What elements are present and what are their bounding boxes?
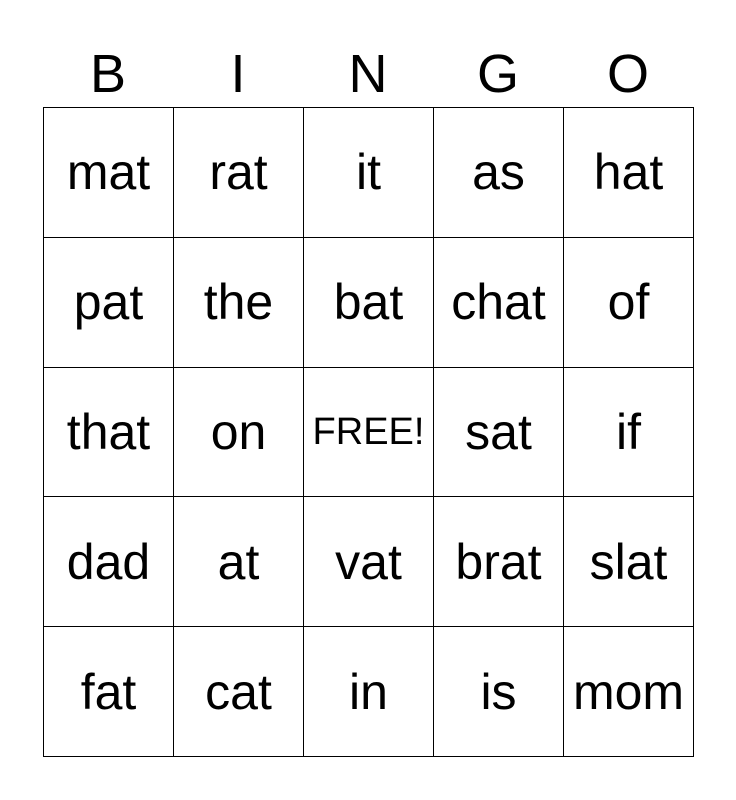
bingo-cell[interactable]: at [174, 497, 304, 627]
bingo-cell[interactable]: that [44, 368, 174, 498]
bingo-cell[interactable]: of [564, 238, 694, 368]
bingo-board [43, 107, 694, 757]
bingo-cell[interactable]: if [564, 368, 694, 498]
bingo-cell[interactable]: on [174, 368, 304, 498]
bingo-cell[interactable]: sat [434, 368, 564, 498]
bingo-cell[interactable]: it [304, 108, 434, 238]
bingo-cell[interactable]: fat [44, 627, 174, 757]
bingo-cell[interactable]: mat [44, 108, 174, 238]
bingo-cell[interactable]: mom [564, 627, 694, 757]
free-space-cell[interactable]: FREE! [304, 368, 434, 498]
header-letter-g: G [476, 44, 519, 104]
bingo-cell[interactable]: the [174, 238, 304, 368]
bingo-cell[interactable]: as [434, 108, 564, 238]
bingo-cell[interactable]: chat [434, 238, 564, 368]
bingo-cell[interactable]: dad [44, 497, 174, 627]
bingo-cell[interactable]: pat [44, 238, 174, 368]
bingo-cell[interactable]: hat [564, 108, 694, 238]
bingo-cell[interactable]: bat [304, 238, 434, 368]
bingo-cell[interactable]: brat [434, 497, 564, 627]
header-letter-n: N [348, 44, 388, 104]
bingo-cell[interactable]: rat [174, 108, 304, 238]
header-letter-o: O [606, 44, 649, 104]
bingo-cell[interactable]: slat [564, 497, 694, 627]
bingo-cell[interactable]: cat [174, 627, 304, 757]
header-letter-b: B [89, 44, 127, 104]
bingo-cell[interactable]: vat [304, 497, 434, 627]
header-letter-i: I [230, 44, 246, 104]
bingo-cell[interactable]: in [304, 627, 434, 757]
bingo-cell[interactable]: is [434, 627, 564, 757]
bingo-header [43, 42, 693, 106]
